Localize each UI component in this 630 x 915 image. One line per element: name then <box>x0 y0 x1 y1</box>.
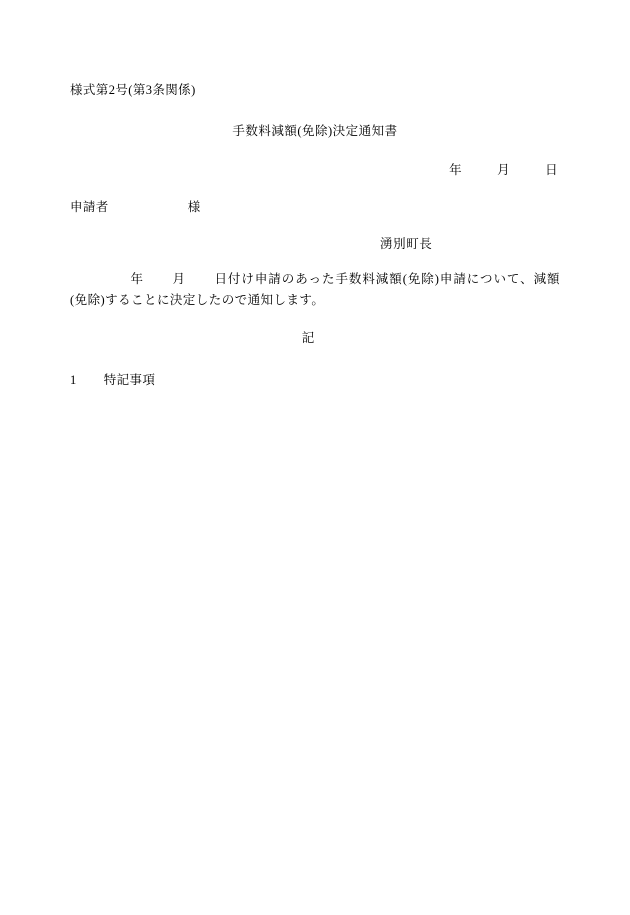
body-paragraph <box>70 269 560 310</box>
list-item <box>70 370 155 388</box>
issue-date-month: 月 <box>497 163 511 177</box>
ki-mark: 記 <box>301 331 315 345</box>
body-date-month: 月 <box>171 272 186 286</box>
issue-date-line <box>0 160 630 178</box>
body-date-year: 年 <box>130 272 144 286</box>
body-date-day-text: 日付け申請のあった手数料減額(免除)申請について、減額(免除) <box>70 272 560 307</box>
issue-date-year: 年 <box>449 163 463 177</box>
form-number: 様式第2号(第3条関係) <box>70 83 196 97</box>
applicant-honorific: 様 <box>187 200 201 214</box>
issue-date-day: 日 <box>545 163 558 177</box>
applicant-label: 申請者 <box>70 200 109 214</box>
body-continuation: することに決定したので通知します。 <box>105 292 325 307</box>
page-title: 手数料減額(免除)決定通知書 <box>232 124 398 138</box>
applicant-line <box>70 197 201 215</box>
item-number: 1 <box>70 373 77 387</box>
item-label: 特記事項 <box>103 373 156 387</box>
issuer-name: 湧別町長 <box>380 237 433 251</box>
